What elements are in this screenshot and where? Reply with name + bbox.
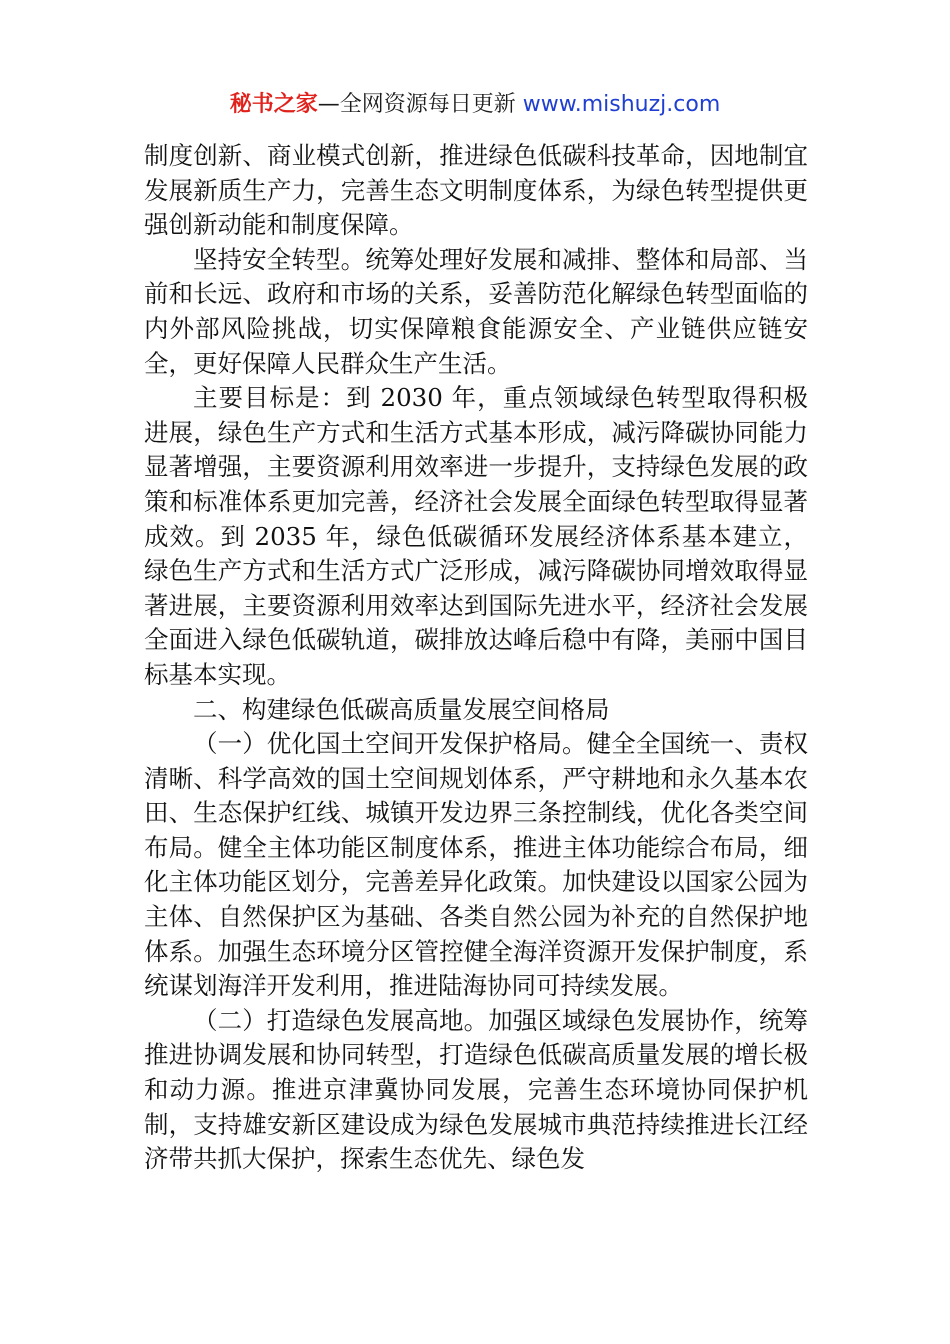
document-body: [144, 139, 808, 1177]
paragraph-continuation: 制度创新、商业模式创新，推进绿色低碳科技革命，因地制宜发展新质生产力，完善生态文明制度体系，为绿色转型提供更强创新动能和制度保障。: [144, 141, 808, 240]
section-heading: 二、构建绿色低碳高质量发展空间格局: [193, 694, 610, 724]
header-tagline: —全网资源每日更新: [317, 92, 523, 117]
paragraph-spatial-layout: （一）优化国土空间开发保护格局。健全全国统一、责权清晰、科学高效的国土空间规划体系，严守耕地和永久基本农田、生态保护红线、城镇开发边界三条控制线，优化各类空间布局。健全主体功能区制度体系，推进主体功能综合布局，细化主体功能区划分，完善差异化政策。加快建设以国家公园为主体、自然保护区为基础、各类自然公园为补充的自然保护地体系。加强生态环境分区管控健全海洋资源开发保护制度，系统谋划海洋开发利用，推进陆海协同可持续发展。: [144, 729, 808, 1001]
paragraph-green-highland: （二）打造绿色发展高地。加强区域绿色发展协作，统筹推进协调发展和协同转型，打造绿色低碳高质量发展的增长极和动力源。推进京津冀协同发展，完善生态环境协同保护机制，支持雄安新区建设成为绿色发展城市典范持续推进长江经济带共抓大保护，探索生态优先、绿色发: [144, 1005, 808, 1174]
header-brand: 秘书之家: [229, 92, 318, 117]
page-header: [0, 88, 950, 122]
paragraph-main-goals: 主要目标是：到 2030 年，重点领域绿色转型取得积极进展，绿色生产方式和生活方式基本形成，减污降碳协同能力显著增强，主要资源利用效率进一步提升，支持绿色发展的政策和标准体系更加完善，经济社会发展全面绿色转型取得显著成效。到 2035 年，绿色低碳循环发展经济体系基本建立，绿色生产方式和生活方式广泛形成，减污降碳协同增效取得显著进展，主要资源利用效率达到国际先进水平，经济社会发展全面进入绿色低碳轨道，碳排放达峰后稳中有降，美丽中国目标基本实现。: [144, 383, 808, 689]
paragraph-safe-transition: 坚持安全转型。统筹处理好发展和减排、整体和局部、当前和长远、政府和市场的关系，妥善防范化解绿色转型面临的内外部风险挑战，切实保障粮食能源安全、产业链供应链安全，更好保障人民群众生产生活。: [144, 244, 808, 378]
header-site-link[interactable]: www.mishuzj.com: [522, 92, 721, 117]
